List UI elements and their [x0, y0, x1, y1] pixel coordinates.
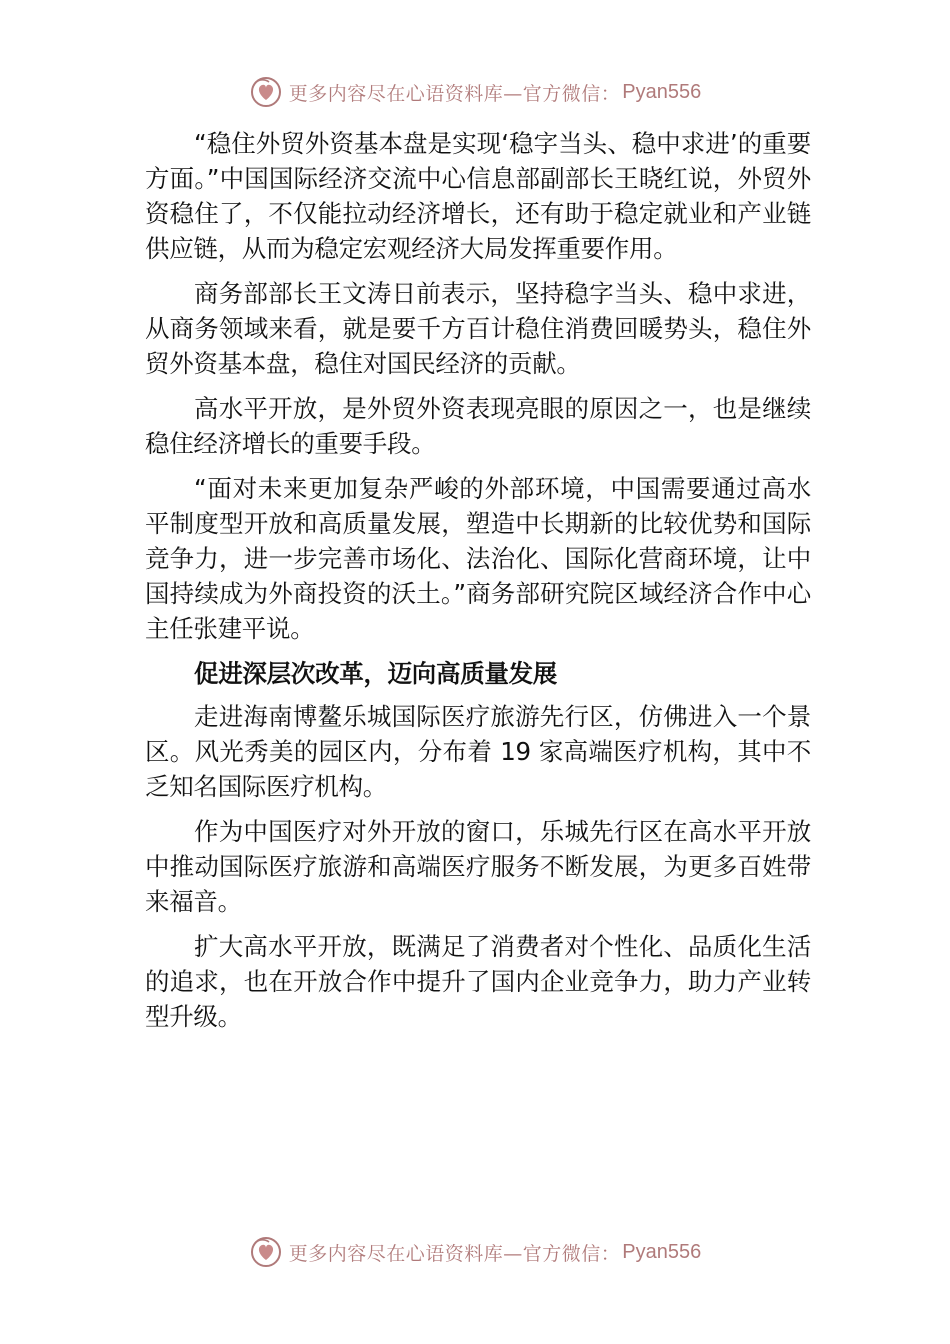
footer-banner	[0, 1232, 950, 1272]
heart-leaf-logo-icon	[249, 1235, 283, 1269]
banner-wechat-id: Pyan556	[622, 1240, 702, 1263]
paragraph-4: “面对未来更加复杂严峻的外部环境，中国需要通过高水平制度型开放和高质量发展，塑造中长期新的比较优势和国际竞争力，进一步完善市场化、法治化、国际化营商环境，让中国持续成为外商投资的沃土。”商务部研究院区域经济合作中心主任张建平说。	[145, 474, 811, 643]
paragraph-6: 作为中国医疗对外开放的窗口，乐城先行区在高水平开放中推动国际医疗旅游和高端医疗服务不断发展，为更多百姓带来福音。	[145, 817, 811, 916]
paragraph-1: “稳住外贸外资基本盘是实现‘稳字当头、稳中求进’的重要方面。”中国国际经济交流中心信息部副部长王晓红说，外贸外资稳住了，不仅能拉动经济增长，还有助于稳定就业和产业链供应链，从而为稳定宏观经济大局发挥重要作用。	[145, 129, 811, 263]
paragraph-2: 商务部部长王文涛日前表示，坚持稳字当头、稳中求进，从商务领域来看，就是要千方百计稳住消费回暖势头，稳住外贸外资基本盘，稳住对国民经济的贡献。	[145, 279, 811, 378]
header-banner	[0, 72, 950, 112]
heart-leaf-logo-icon	[249, 75, 283, 109]
paragraph-5: 走进海南博鳌乐城国际医疗旅游先行区，仿佛进入一个景区。风光秀美的园区内，分布着 19 家高端医疗机构，其中不乏知名国际医疗机构。	[145, 702, 811, 801]
section-heading: 促进深层次改革，迈向高质量发展	[194, 659, 557, 688]
paragraph-3: 高水平开放，是外贸外资表现亮眼的原因之一，也是继续稳住经济增长的重要手段。	[145, 394, 811, 458]
article-body	[145, 126, 811, 1044]
banner-text: 更多内容尽在心语资料库—官方微信：	[288, 82, 621, 105]
paragraph-7: 扩大高水平开放，既满足了消费者对个性化、品质化生活的追求，也在开放合作中提升了国内企业竞争力，助力产业转型升级。	[145, 932, 811, 1031]
banner-text: 更多内容尽在心语资料库—官方微信：	[288, 1242, 621, 1265]
banner-wechat-id: Pyan556	[622, 80, 702, 103]
